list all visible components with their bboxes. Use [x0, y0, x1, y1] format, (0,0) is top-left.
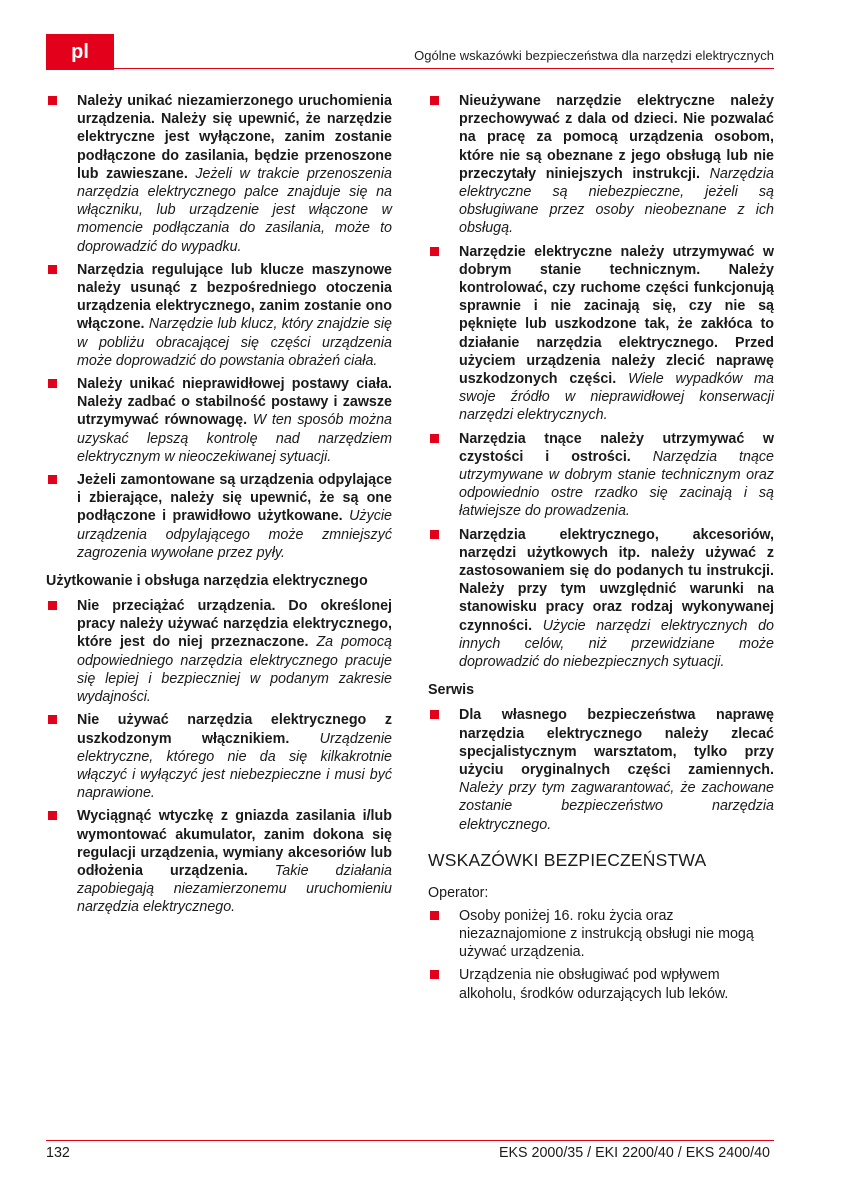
bullet-square-icon — [48, 601, 57, 610]
list-item: Narzędzia tnące należy utrzymywać w czystości i ostrości. Narzędzia tnące utrzymywane w dobrym stanie technicznym oraz odpowiednio ostre rzadko się zacinają i są łatwiejsze do prowadzenia. — [428, 430, 774, 521]
bullet-square-icon — [430, 970, 439, 979]
bullet-square-icon — [430, 710, 439, 719]
page-number: 132 — [46, 1145, 70, 1161]
section-heading-service: Serwis — [428, 682, 475, 699]
list-item: Należy unikać niezamierzonego uruchomienia urządzenia. Należy się upewnić, że narzędzie elektryczne jest wyłączone, zanim zostanie podłączone do zasilania, będzie przenoszone lub zawieszane. Jeżeli w trakcie przenoszenia narzędzia elektrycznego palce znajduje się na włączniku, lub urządzenie jest włączone w momencie podłączania do zasilania, może to doprowadzić do wypadku. — [46, 92, 392, 256]
bullet-square-icon — [430, 247, 439, 256]
section-heading-usage: Użytkowanie i obsługa narzędzia elektrycznego — [46, 573, 368, 590]
list-item: Należy unikać nieprawidłowej postawy ciała. Należy zadbać o stabilność postawy i zawsze utrzymywać równowagę. W ten sposób można uzyskać lepszą kontrolę nad narzędziem elektrycznym w nieoczekiwanej sytuacji. — [46, 375, 392, 466]
footer-divider — [46, 1140, 774, 1141]
bullet-square-icon — [48, 715, 57, 724]
bullet-square-icon — [430, 96, 439, 105]
language-tab: pl — [46, 34, 114, 70]
list-item: Dla własnego bezpieczeństwa naprawę narzędzia elektrycznego należy zlecać specjalistycznym warsztatom, tylko przy użyciu oryginalnych części zamiennych. Należy przy tym zagwarantować, że zachowane zostanie bezpieczeństwo narzędzia elektrycznego. — [428, 706, 774, 833]
model-numbers: EKS 2000/35 / EKI 2200/40 / EKS 2400/40 — [498, 1145, 770, 1161]
bullet-square-icon — [48, 379, 57, 388]
list-item: Narzędzie elektryczne należy utrzymywać w dobrym stanie technicznym. Należy kontrolować, czy ruchome części funkcjonują sprawnie i nie zacinają się, czy nie są pęknięte lub uszkodzone tak, że zakłóca to działanie narzędzia elektrycznego. Przed użyciem urządzenia należy zlecić naprawę uszkodzonych części. Wiele wypadków ma swoje źródło w nieprawidłowej konserwacji narzędzi elektrycznych. — [428, 243, 774, 425]
bullet-square-icon — [48, 265, 57, 274]
bullet-square-icon — [48, 475, 57, 484]
right-column — [428, 92, 774, 1008]
bullet-square-icon — [430, 434, 439, 443]
page-header-title: Ogólne wskazówki bezpieczeństwa dla narzędzi elektrycznych — [414, 48, 774, 63]
header-divider — [114, 68, 774, 69]
left-column — [46, 92, 392, 922]
list-item: Nie przeciążać urządzenia. Do określonej pracy należy używać narzędzia elektrycznego, które jest do niej przeznaczone. Za pomocą odpowiedniego narzędzia elektrycznego pracuje się lepiej i bezpieczniej w podanym zakresie wydajności. — [46, 597, 392, 706]
list-item: Nie używać narzędzia elektrycznego z uszkodzonym włącznikiem. Urządzenie elektryczne, którego nie da się kilkakrotnie włączyć i wyłączyć jest niebezpieczne i musi być naprawione. — [46, 711, 392, 802]
bullet-square-icon — [430, 911, 439, 920]
bullet-square-icon — [48, 811, 57, 820]
list-item: Nieużywane narzędzie elektryczne należy przechowywać z dala od dzieci. Nie pozwalać na pracę za pomocą urządzenia osobom, które nie są obeznane z jego obsługą lub nie przeczytały niniejszych instrukcji. Narzędzia elektryczne są niebezpieczne, jeżeli są obsługiwane przez osoby nieobeznane z ich obsługą. — [428, 92, 774, 238]
bullet-square-icon — [430, 530, 439, 539]
list-item: Narzędzia elektrycznego, akcesoriów, narzędzi użytkowych itp. należy używać z zastosowaniem się do podanych tu instrukcji. Należy przy tym uwzględnić warunki na stanowisku pracy oraz rodzaj wykonywanej czynności. Użycie narzędzi elektrycznych do innych celów, niż przewidziane może doprowadzić do niebezpiecznych sytuacji. — [428, 526, 774, 672]
operator-label: Operator: — [428, 884, 489, 901]
list-item: Osoby poniżej 16. roku życia oraz niezaznajomione z instrukcją obsługi nie mogą używać urządzenia. — [428, 907, 774, 962]
list-item: Urządzenia nie obsługiwać pod wpływem alkoholu, środków odurzających lub leków. — [428, 966, 774, 1002]
list-item: Wyciągnąć wtyczkę z gniazda zasilania i/lub wymontować akumulator, zanim dokona się regulacji urządzenia, wymiany akcesoriów lub odłożenia urządzenia. Takie działania zapobiegają niezamierzonemu uruchomieniu narzędzia elektrycznego. — [46, 807, 392, 916]
list-item: Narzędzia regulujące lub klucze maszynowe należy usunąć z bezpośredniego otoczenia urządzenia elektrycznego, zanim zostanie ono włączone. Narzędzie lub klucz, który znajdzie się w pobliżu obracającej się części urządzenia może doprowadzić do powstania obrażeń ciała. — [46, 261, 392, 370]
safety-instructions-heading: WSKAZÓWKI BEZPIECZEŃSTWA — [428, 849, 707, 870]
list-item: Jeżeli zamontowane są urządzenia odpylające i zbierające, należy się upewnić, że są one podłączone i prawidłowo użytkowane. Użycie urządzenia odpylającego może zmniejszyć zagrozenia wywołane przez pyły. — [46, 471, 392, 562]
bullet-square-icon — [48, 96, 57, 105]
